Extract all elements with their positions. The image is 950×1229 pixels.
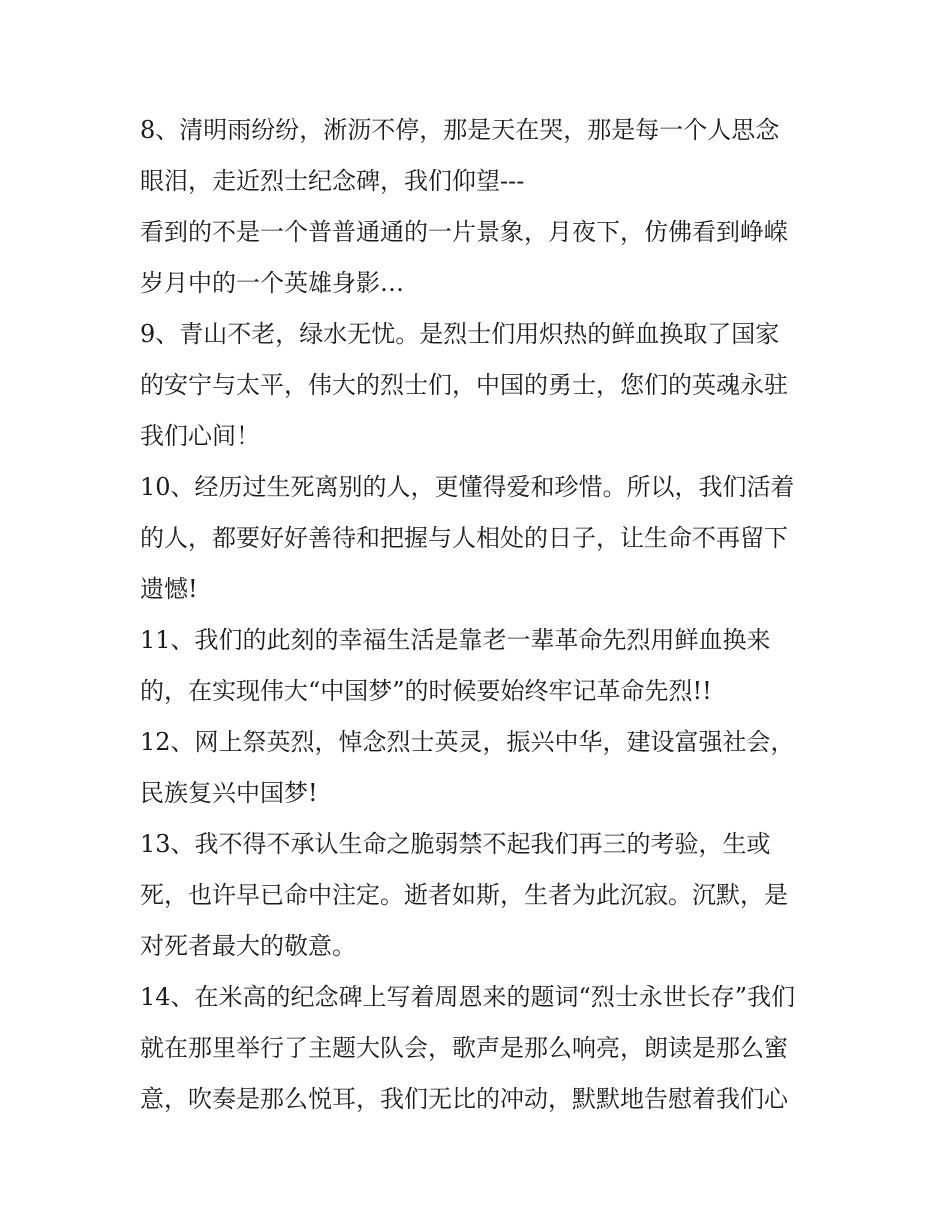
text-line: 死，也许早已命中注定。逝者如斯，生者为此沉寂。沉默，是 bbox=[140, 881, 788, 909]
text-line: 的，在实现伟大“中国梦”的时候要始终牢记革命先烈!! bbox=[140, 677, 712, 705]
text-line: 14、在米高的纪念碑上写着周恩来的题词“烈士永世长存”我们 bbox=[140, 983, 796, 1011]
text-line: 的人，都要好好善待和把握与人相处的日子，让生命不再留下 bbox=[140, 524, 788, 552]
text-line: 11、我们的此刻的幸福生活是靠老一辈革命先烈用鲜血换来 bbox=[140, 626, 771, 654]
text-line: 的安宁与太平，伟大的烈士们，中国的勇士，您们的英魂永驻 bbox=[140, 371, 788, 399]
text-line: 8、清明雨纷纷，淅沥不停，那是天在哭，那是每一个人思念 bbox=[140, 116, 780, 144]
text-line: 9、青山不老，绿水无忧。是烈士们用炽热的鲜血换取了国家 bbox=[140, 320, 780, 348]
text-line: 13、我不得不承认生命之脆弱禁不起我们再三的考验，生或 bbox=[140, 830, 771, 858]
text-line: 看到的不是一个普普通通的一片景象，月夜下，仿佛看到峥嵘 bbox=[140, 218, 788, 246]
text-line: 民族复兴中国梦! bbox=[140, 779, 318, 807]
text-line: 岁月中的一个英雄身影… bbox=[140, 269, 404, 297]
text-line: 遗憾! bbox=[140, 575, 198, 603]
text-line: 12、网上祭英烈，悼念烈士英灵，振兴中华，建设富强社会， bbox=[140, 728, 795, 756]
document-body bbox=[140, 105, 820, 1125]
text-line: 意，吹奏是那么悦耳，我们无比的冲动，默默地告慰着我们心 bbox=[140, 1085, 788, 1113]
text-line: 对死者最大的敬意。 bbox=[140, 932, 356, 960]
text-line: 我们心间！ bbox=[140, 422, 260, 450]
text-line: 眼泪，走近烈士纪念碑，我们仰望--- bbox=[140, 167, 525, 195]
text-line: 就在那里举行了主题大队会，歌声是那么响亮，朗读是那么蜜 bbox=[140, 1034, 788, 1062]
text-line: 10、经历过生死离别的人，更懂得爱和珍惜。所以，我们活着 bbox=[140, 473, 795, 501]
